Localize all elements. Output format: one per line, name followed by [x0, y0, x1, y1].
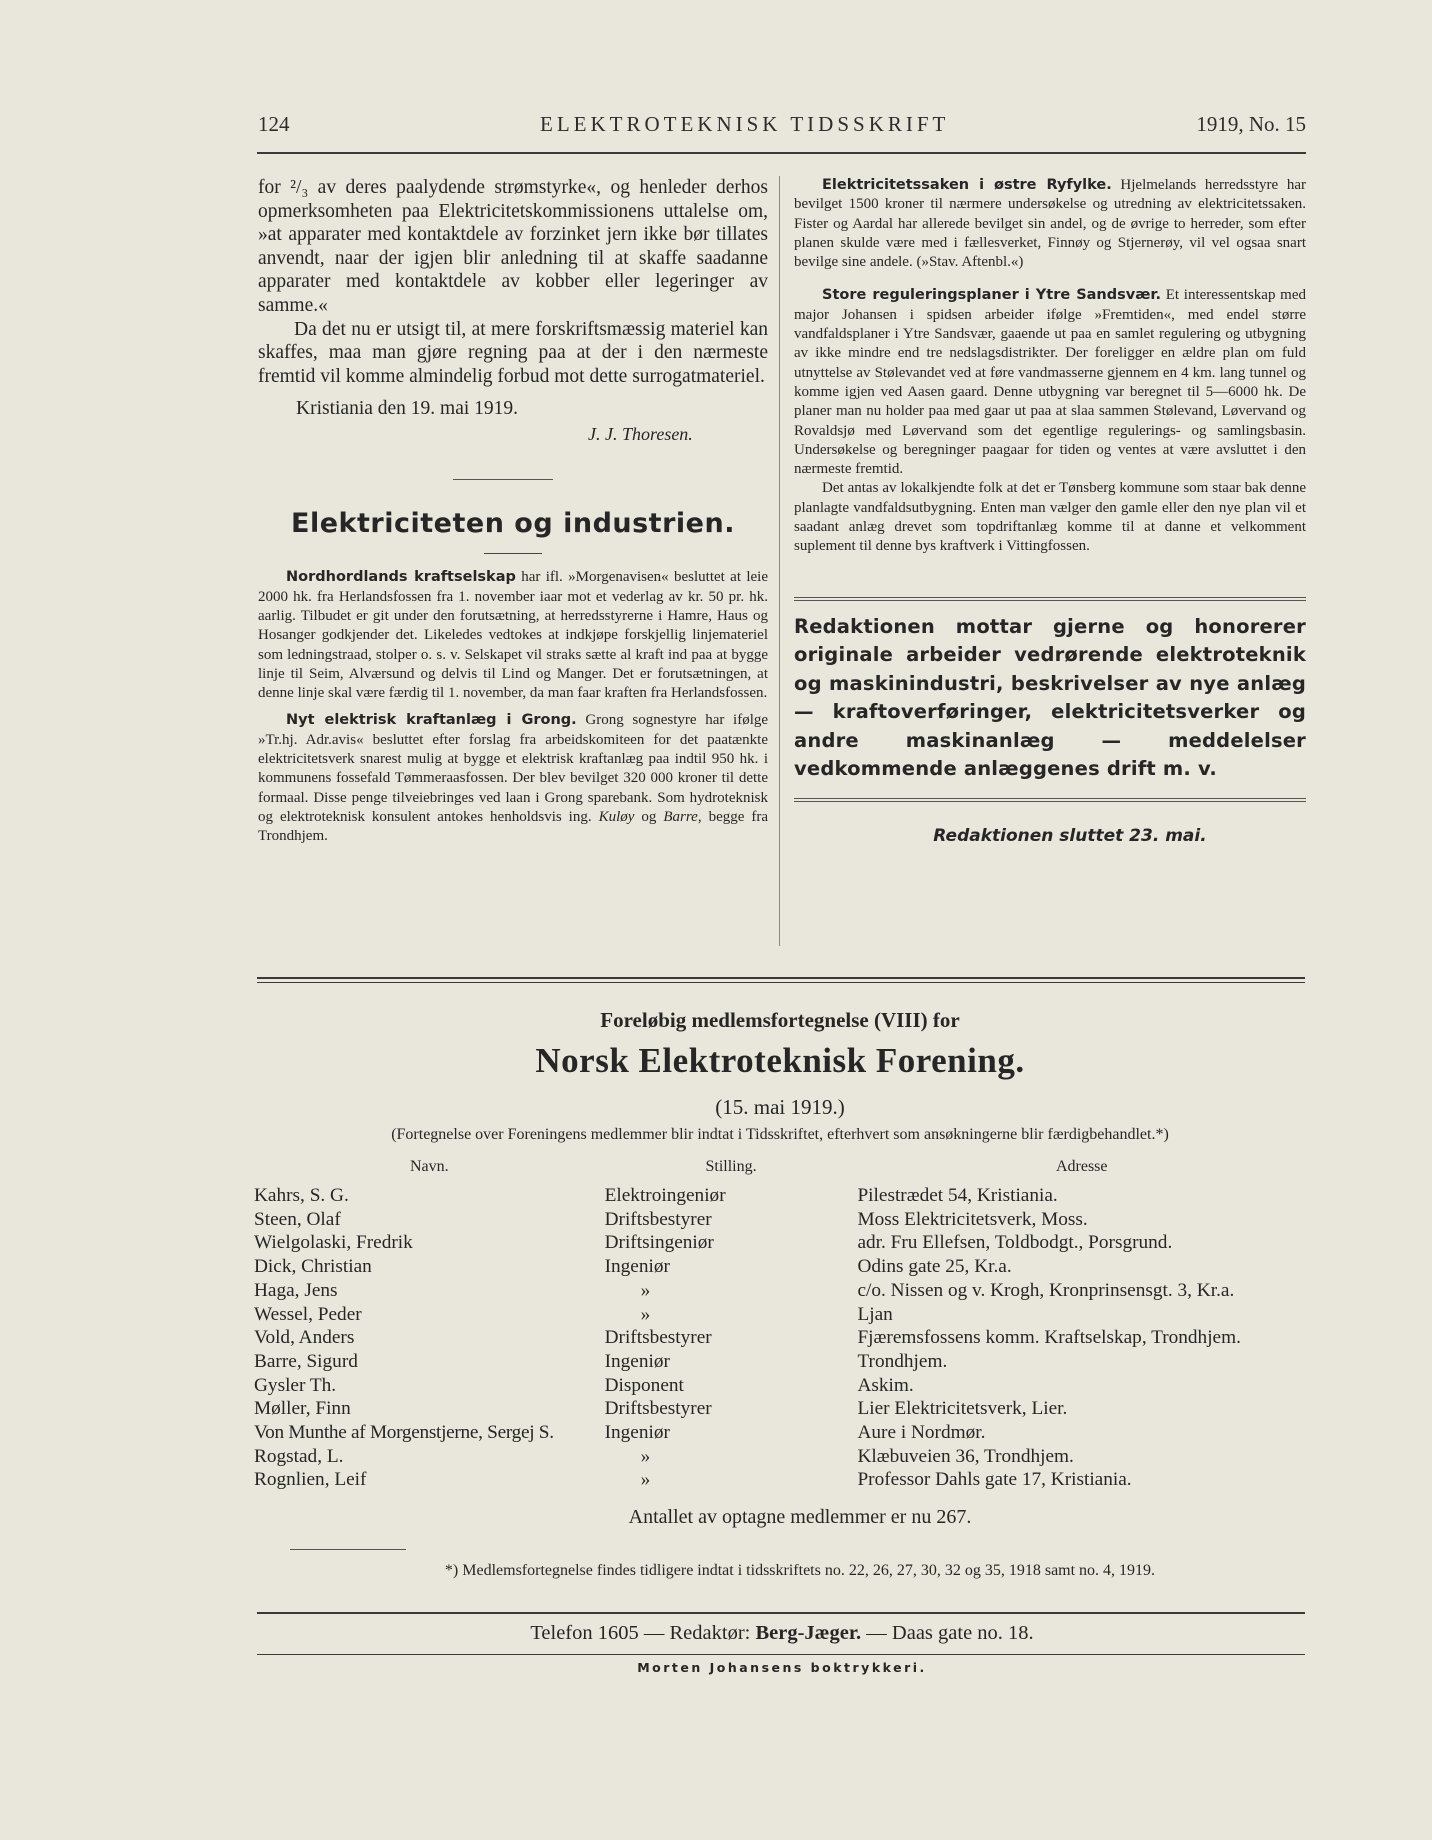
engineer-name: Kuløy: [598, 808, 635, 825]
notice-rule-top: [794, 597, 1306, 601]
table-header-row: [254, 1158, 1306, 1184]
table-row: [254, 1468, 1306, 1492]
member-position: Driftsbestyrer: [604, 1208, 712, 1230]
member-position: »: [640, 1445, 651, 1467]
member-name: Steen, Olaf: [254, 1208, 341, 1230]
member-position: Driftsbestyrer: [604, 1398, 712, 1420]
member-count: Antallet av optagne medlemmer er nu 267.: [628, 1506, 972, 1529]
member-name: Wielgolaski, Fredrik: [254, 1232, 413, 1254]
table-row: [254, 1184, 1306, 1208]
table-row: [254, 1374, 1306, 1398]
dash: —: [866, 1622, 887, 1644]
member-name: Vold, Anders: [254, 1327, 355, 1349]
right-column: [794, 176, 1306, 846]
member-address: Ljan: [857, 1303, 893, 1325]
editorial-notice: Redaktionen mottar gjerne og honorerer originale arbeider vedrørende elektroteknik og maskinindustri, beskrivelser av nye anlæg — kraftoverføringer, elektricitetsverker og andre maskinanlæg — meddelelser vedkommende anlæggenes drift m. v.: [794, 614, 1306, 781]
member-address: Professor Dahls gate 17, Kristiania.: [857, 1469, 1132, 1491]
member-name: Wessel, Peder: [254, 1303, 362, 1325]
news-heading: Nordhordlands kraftselskap: [286, 569, 516, 586]
member-position: Ingeniør: [604, 1422, 670, 1444]
member-position: »: [640, 1469, 651, 1491]
news-heading: Elektricitetssaken i østre Ryfylke.: [822, 177, 1112, 193]
member-address: Moss Elektricitetsverk, Moss.: [857, 1208, 1088, 1230]
news-source: (»Stav. Aftenbl.«): [916, 254, 1024, 271]
signature: J. J. Thoresen.: [588, 424, 693, 445]
member-position: Driftsingeniør: [604, 1232, 714, 1254]
section-divider: [484, 553, 542, 554]
footnote: *) Medlemsfortegnelse findes tidligere indtat i tidsskriftets no. 22, 26, 27, 30, 32 og 35, 1918 samt no. 4, 1919.: [444, 1562, 1156, 1580]
conjunction: og: [641, 808, 657, 825]
dateline: Kristiania den 19. mai 1919.: [296, 398, 519, 420]
news-item-grong: [258, 711, 768, 846]
issue-number: 1919, No. 15: [1196, 112, 1306, 136]
member-position: »: [640, 1279, 651, 1301]
member-position: »: [640, 1303, 651, 1325]
member-address: Trondhjem.: [857, 1350, 948, 1372]
table-row: [254, 1231, 1306, 1255]
member-address: adr. Fru Ellefsen, Toldbodgt., Porsgrund.: [857, 1232, 1173, 1254]
news-text: Hjelmelands herredsstyre har bevilget 1500 kroner til nærmere undersøkelse og utredning av elektricitetssaken. Fister og Aardal har allerede bevilget sin andel, og de øvrige to herreder, som efter planen skulde være med i fællesverket, Finnøy og Stjernerøy, vil vel ogsaa snart bevilge sine andele.: [794, 177, 1306, 271]
member-name: Kahrs, S. G.: [254, 1185, 349, 1206]
section-heading: Elektriciteten og industrien.: [291, 508, 735, 540]
member-position: Driftsbestyrer: [604, 1327, 712, 1349]
table-row: [254, 1326, 1306, 1350]
member-address: c/o. Nissen og v. Krogh, Kronprinsensgt. 3, Kr.a.: [857, 1279, 1235, 1301]
second-paragraph: Da det nu er utsigt til, at mere forskriftsmæssig materiel kan skaffes, maa man gjøre regning paa at der i den nærmeste fremtid vil komme almindelig forbud mot dette surrogatmateriel.: [258, 318, 768, 387]
table-row: [254, 1303, 1306, 1327]
list-note: (Fortegnelse over Foreningens medlemmer blir indtat i Tidsskriftet, efterhvert som ansøkningerne blir færdigbehandlet.*): [391, 1126, 1169, 1143]
editor-label: Redaktør:: [669, 1622, 751, 1644]
continued-paragraph: for ²/₃ av deres paalydende strømstyrke«, og henleder derhos opmerksomheten paa Elektricitetskommissionens uttalelse om, »at apparater med kontaktdele av forzinket jern ikke bør tillates anvendt, naar der igjen blir anledning til at skaffe saadanne apparater med kontaktdele av kobber eller legeringer av samme.«: [258, 177, 768, 316]
news-text: Et interessentskap med major Johansen i spidsen arbeider ifølge »Fremtiden«, med endel større vandfaldsplaner i Ytre Sandsvær, gaaende ut paa en samlet regulering og utbygning av ikke mindre end tre nedslagsdistrikter. Der foreligger en ældre plan om fuld utnyttelse av Stølevandet ved at føre vandmasserne gjennem en 4 km. lang tunnel og komme igjen ved Aasen gaard. Denne utbygning var beregnet til 5—6000 hk. De planer man nu holder paa med gaar ut paa at slaa sammen Stølevand, Løvervand og Rovaldsjø med Løvervand som det egentlige regulerings- og samlingsbasin. Undersøkelse og beregninger paagaar for tiden og ventes at være avsluttet i den nærmeste fremtid.: [794, 287, 1307, 478]
member-address: Pilestrædet 54, Kristiania.: [857, 1185, 1058, 1206]
member-name: Møller, Finn: [254, 1398, 351, 1420]
dash: —: [643, 1622, 665, 1644]
column-divider: [779, 176, 780, 946]
member-name: Rognlien, Leif: [254, 1469, 367, 1491]
footnote-rule: [290, 1549, 406, 1550]
notice-rule-bottom: [794, 798, 1306, 802]
header-rule: [257, 152, 1306, 154]
member-name: Von Munthe af Morgenstjerne, Sergej S.: [254, 1422, 554, 1444]
list-subtitle: Foreløbig medlemsfortegnelse (VIII) for: [600, 1008, 960, 1032]
section-rule-top-thin: [257, 982, 1305, 983]
list-title: Norsk Elektroteknisk Forening.: [535, 1041, 1025, 1080]
member-address: Klæbuveien 36, Trondhjem.: [857, 1445, 1074, 1467]
printer-credit: Morten Johansens boktrykkeri.: [637, 1660, 927, 1675]
member-name: Barre, Sigurd: [254, 1350, 358, 1372]
column-header-position: Stilling.: [705, 1158, 757, 1175]
member-position: Ingeniør: [604, 1256, 670, 1278]
member-address: Odins gate 25, Kr.a.: [857, 1256, 1012, 1278]
list-date: (15. mai 1919.): [715, 1095, 845, 1119]
member-name: Gysler Th.: [254, 1374, 337, 1396]
table-row: [254, 1397, 1306, 1421]
table-row: [254, 1350, 1306, 1374]
column-header-address: Adresse: [1055, 1158, 1108, 1175]
member-position: Disponent: [604, 1374, 684, 1396]
page-number: 124: [258, 112, 290, 136]
address: Daas gate no. 18.: [891, 1622, 1034, 1644]
editorial-closed: Redaktionen sluttet 23. mai.: [933, 825, 1207, 846]
member-position: Ingeniør: [604, 1350, 670, 1372]
news-text: Grong sognestyre har ifølge »Tr.hj. Adr.avis« besluttet efter forslag fra arbeidskomiteen for det paatænkte elektricitetsverk snarest mulig at bygge et elektrisk kraftanlæg paa indtil 950 hk. i kommunens fossefald Tømmeraasfossen. Der blev bevilget 320 000 kroner til dette formaal. Disse penge tilveiebringes ved laan i Grong sparebank. Som hydroteknisk og elektroteknisk konsulent antokes henholdsvis ing.: [258, 712, 769, 825]
phone: Telefon 1605: [530, 1622, 639, 1644]
member-name: Dick, Christian: [254, 1256, 372, 1278]
news-item-nordhordland: [258, 568, 768, 703]
table-row: [254, 1208, 1306, 1232]
member-address: Aure i Nordmør.: [857, 1422, 986, 1444]
member-address: Lier Elektricitetsverk, Lier.: [857, 1398, 1068, 1420]
footer-rule-bottom: [257, 1654, 1305, 1655]
news-item-sandsvaer: [794, 286, 1306, 479]
news-item-ryfylke: [794, 176, 1306, 272]
news-heading: Store reguleringsplaner i Ytre Sandsvær.: [822, 287, 1162, 304]
member-address: Askim.: [857, 1374, 914, 1396]
member-name: Rogstad, L.: [254, 1445, 344, 1467]
table-row: [254, 1279, 1306, 1303]
engineer-name: Barre,: [663, 808, 702, 825]
table-row: [254, 1445, 1306, 1469]
member-name: Haga, Jens: [254, 1279, 338, 1301]
table-row: [254, 1421, 1306, 1445]
news-item-sandsvaer-cont: Det antas av lokalkjendte folk at det er Tønsberg kommune som staar bak denne planlagte vandfaldsutbygning. Enten man vælger den gamle eller den nye plan vil et saadant anlæg drevet som topdriftanlæg komme til at danne et velkomment suplement til denne bys kraftverk i Vittingfossen.: [794, 480, 1306, 555]
member-position: Elektroingeniør: [604, 1185, 726, 1206]
section-rule-top: [257, 977, 1305, 979]
editor-name: Berg-Jæger.: [755, 1622, 862, 1644]
footer-rule-top: [257, 1612, 1305, 1614]
journal-title: ELEKTROTEKNISK TIDSSKRIFT: [540, 112, 950, 136]
left-column: [258, 176, 768, 847]
member-table: [254, 1158, 1306, 1492]
table-row: [254, 1255, 1306, 1279]
news-text: har ifl. »Morgenavisen« besluttet at leie 2000 hk. fra Herlandsfossen fra 1. november iaar mot et vederlag av kr. 50 pr. hk. aarlig. Tilbudet er git under den forutsætning, at herredsstyrerne i Hamre, Haus og Hosanger godkjender det. Likeledes vedtokes at indkjøpe forskjellig linjemateriel som ledningstraad, stolper o. s. v. Selskapet vil straks sætte al kraft ind paa at bygge linje til Seim, Alværsund og delvis til Lind og Manger. Det er forutsætningen, at denne linje skal være færdig til 1. november, da man faar kraften fra Herlandsfossen.: [258, 569, 768, 702]
divider: [453, 479, 553, 480]
footer-contact: [258, 1622, 1306, 1645]
news-heading: Nyt elektrisk kraftanlæg i Grong.: [286, 712, 577, 729]
membership-list: [254, 1008, 1306, 1580]
member-address: Fjæremsfossens komm. Kraftselskap, Trondhjem.: [857, 1327, 1241, 1349]
column-header-name: Navn.: [409, 1158, 449, 1175]
news-text: begge fra Trondhjem.: [258, 808, 769, 845]
